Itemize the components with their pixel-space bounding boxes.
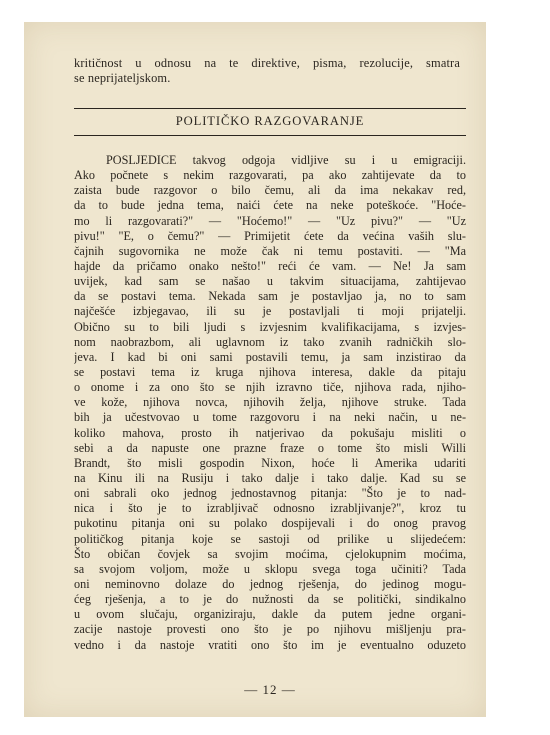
intro-line: se neprijateljskom. bbox=[74, 71, 171, 86]
body-line: čajnih sugovornika ne može čak ni temu postaviti. — "Ma bbox=[74, 243, 466, 258]
section-title: POLITIČKO RAZGOVARANJE bbox=[175, 114, 365, 128]
body-line: Što običan čovjek sa svojim moćima, cjelokupnim moćima, bbox=[74, 546, 466, 561]
body-line: Ako počnete s nekim razgovarati, pa ako zahtijevate da to bbox=[74, 168, 466, 183]
body-line: ćeg rješenja, a to je do nužnosti da se politički, sindikalno bbox=[74, 592, 466, 607]
body-line: zacije nastoje provesti ono što je po njihovu mišljenju pra- bbox=[74, 622, 466, 637]
book-page bbox=[24, 22, 486, 717]
body-line: jeva. I kad bi oni sami postavili temu, ja sam inzistirao da bbox=[74, 349, 466, 364]
body-line: mo li razgovarati?" — "Hoćemo!" — "Uz pivu?" — "Uz bbox=[74, 213, 466, 228]
body-line: se postavi tema iz kruga njihova interesa, dakle da pitaju bbox=[74, 364, 466, 379]
body-line: nom naobrazbom, ali uglavnom iz tako zvanih radničkih slo- bbox=[74, 334, 466, 349]
body-line: o onome i za ono što se njih izravno tiče, njihova rada, njiho- bbox=[74, 380, 466, 395]
body-paragraph bbox=[74, 153, 466, 653]
body-line: zaista bude razgovor o bilo čemu, ali da ima nekakav red, bbox=[74, 183, 466, 198]
body-line: sebi a da napuste one prazne fraze o tome što misli Willi bbox=[74, 440, 466, 455]
page-number: — 12 — bbox=[244, 682, 296, 697]
body-line: nica i što je to izrabljivač odnosno izrabljivanje?", kroz tu bbox=[74, 501, 466, 516]
body-line: na Kinu ili na Rusiju i tako dalje i tako dalje. Kad su se bbox=[74, 470, 466, 485]
body-line: oni neminovno dolaze do jednog rješenja, do jedinog mogu- bbox=[74, 576, 466, 591]
body-line: najčešće izbjegavao, ili su je postavljali ti moji prijatelji. bbox=[74, 304, 466, 319]
body-line: u ovom slučaju, organiziraju, dakle da putem jedne organi- bbox=[74, 607, 466, 622]
body-line: Obično su to bili ljudi s izvjesnim kvalifikacijama, s izvjes- bbox=[74, 319, 466, 334]
body-line: koliko mahova, prosto ih natjerivao da pokušaju misliti o bbox=[74, 425, 466, 440]
body-line: političkog pitanja koje se sastoji od prilike u slijedećem: bbox=[74, 531, 466, 546]
body-line: oni sabrali oko jednog jednostavnog pitanja: "Što je to nad- bbox=[74, 486, 466, 501]
body-line: sa svojom voljom, može u sklopu svega toga učiniti? Tada bbox=[74, 561, 466, 576]
section-rule-bottom bbox=[74, 135, 466, 136]
body-line: uvijek, kad sam se našao u takvim situacijama, zahtijevao bbox=[74, 274, 466, 289]
body-line: POSLJEDICE takvog odgoja vidljive su i u emigraciji. bbox=[106, 153, 466, 167]
body-line: vedno i da nastoje vratiti ono što im je eventualno oduzeto bbox=[74, 637, 466, 652]
body-line: bih ja učestvovao u tome razgovoru i na neki način, u ne- bbox=[74, 410, 466, 425]
body-line: ve kože, njihova novca, njihovih želja, njihove struke. Tada bbox=[74, 395, 466, 410]
body-line: da se postavi tema. Nekada sam je postavljao ja, no to sam bbox=[74, 289, 466, 304]
body-line: pukotinu pitanja oni su polako dospijevali i do onog pravog bbox=[74, 516, 466, 531]
body-line: Brandt, što misli gospodin Nixon, hoće li Amerika udariti bbox=[74, 455, 466, 470]
intro-line: kritičnost u odnosu na te direktive, pisma, rezolucije, smatra bbox=[74, 56, 460, 70]
body-line: da to bude jedna tema, naići ćete na neke poteškoće. "Hoće- bbox=[74, 198, 466, 213]
body-line: hajde da pričamo onako nešto!" reći će vam. — Ne! Ja sam bbox=[74, 258, 466, 273]
body-line: pivu!" "E, o čemu?" — Primijetit ćete da većina vaših slu- bbox=[74, 228, 466, 243]
intro-paragraph bbox=[74, 56, 460, 86]
section-rule-top bbox=[74, 108, 466, 109]
